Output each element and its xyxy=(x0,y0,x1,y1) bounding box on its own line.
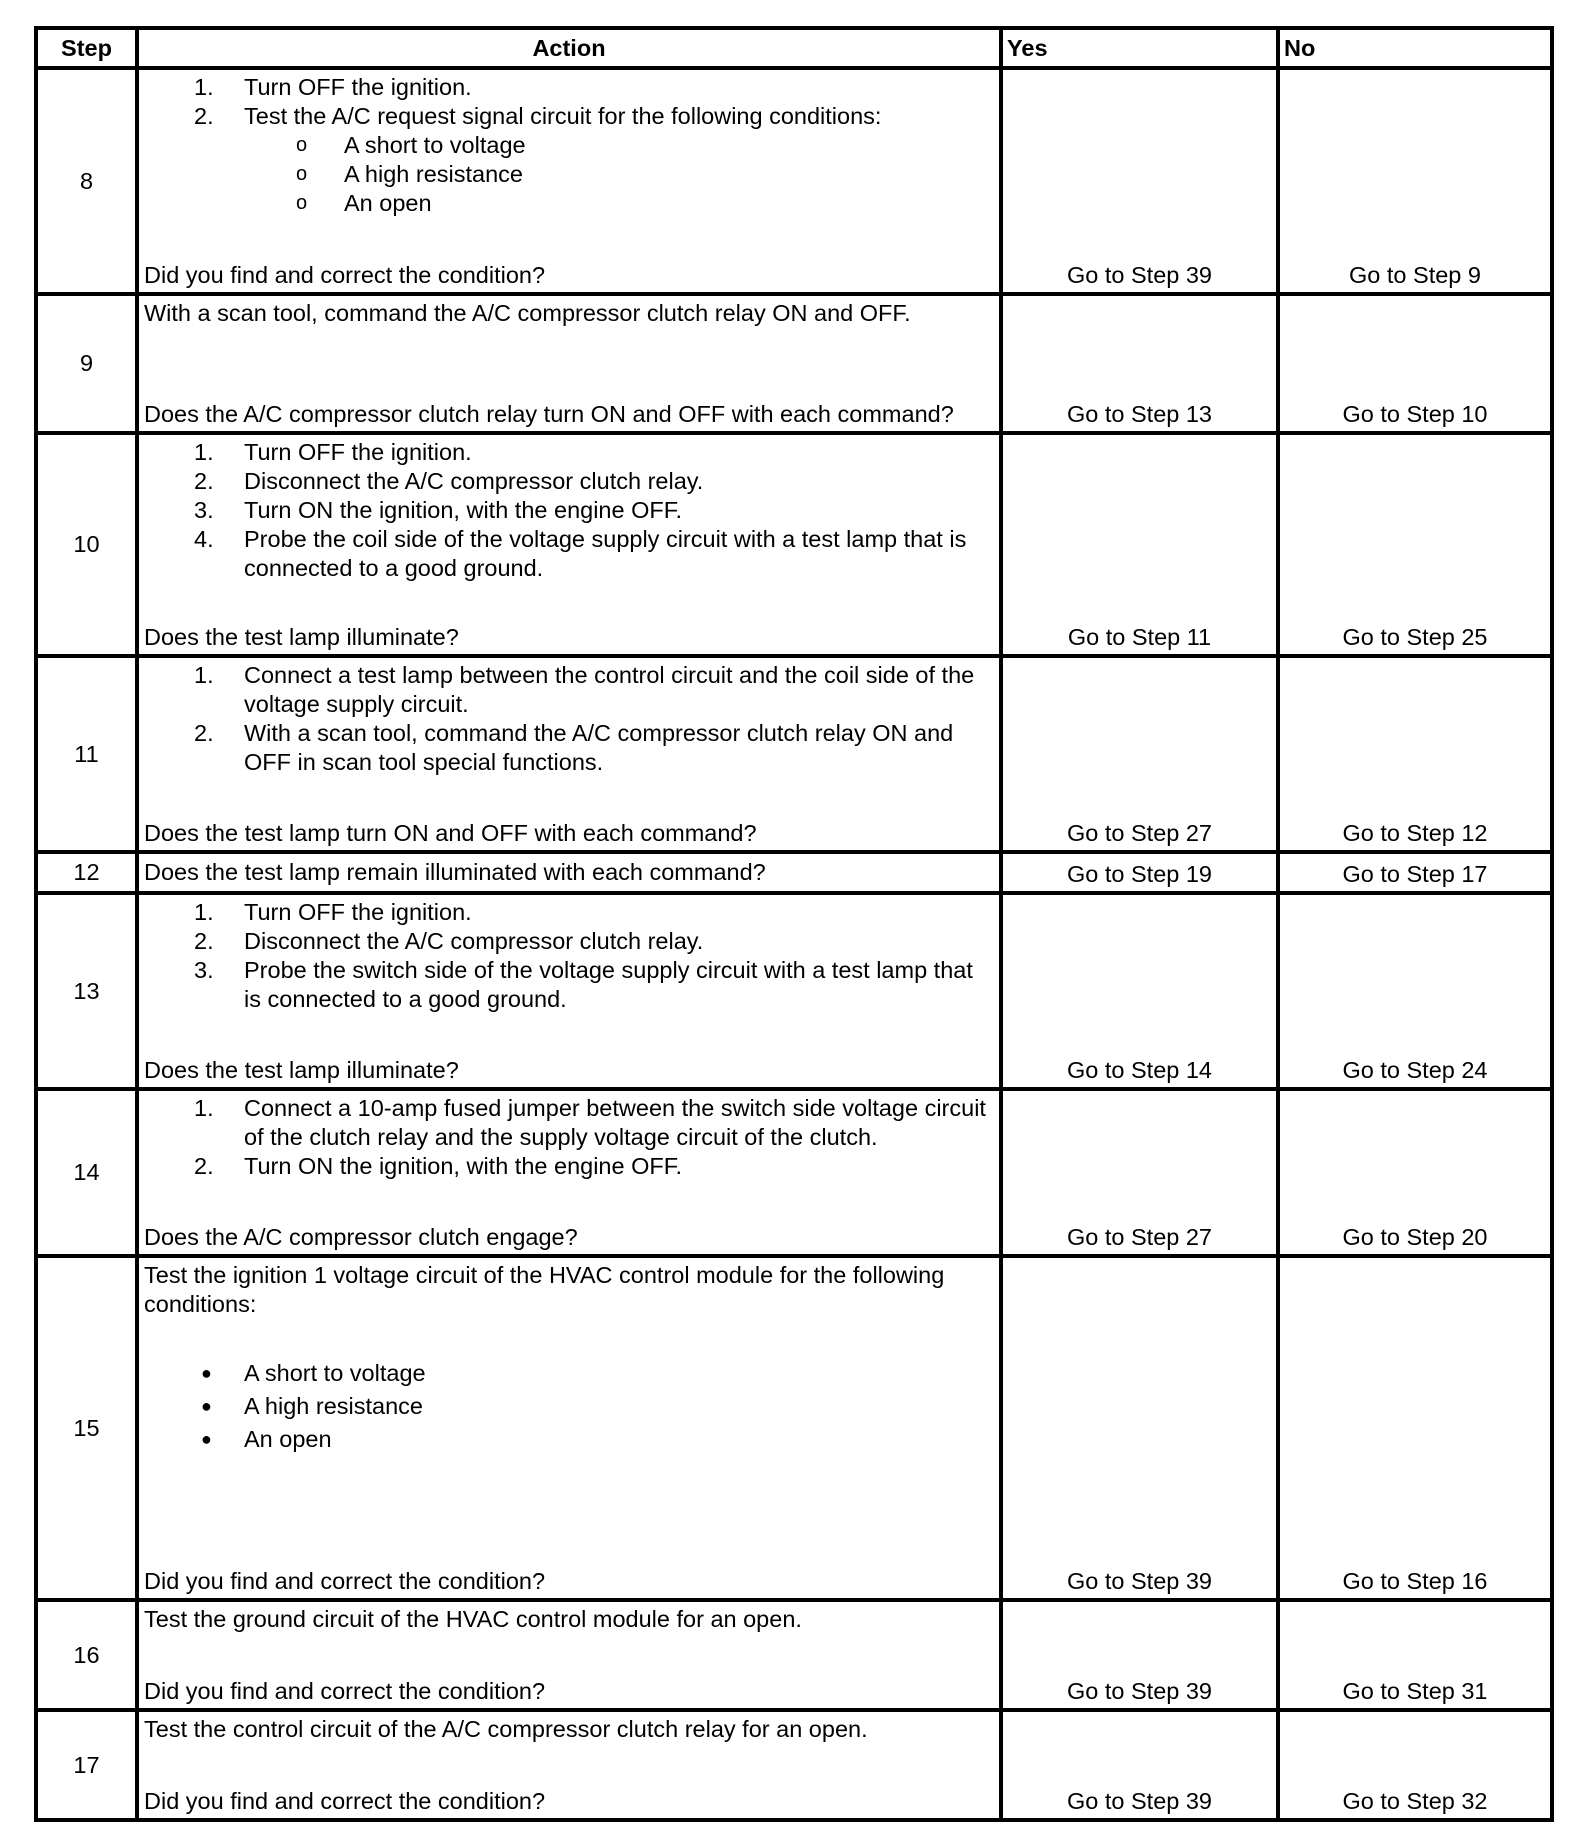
no-cell: Go to Step 9 xyxy=(1278,68,1552,294)
header-yes: Yes xyxy=(1001,28,1278,68)
table-row xyxy=(36,893,1552,1089)
question: Does the A/C compressor clutch engage? xyxy=(144,1224,578,1250)
question: Does the test lamp illuminate? xyxy=(144,624,459,650)
question: Did you find and correct the condition? xyxy=(144,1568,546,1594)
table-row xyxy=(36,294,1552,433)
no-cell: Go to Step 32 xyxy=(1278,1710,1552,1820)
numbered-list xyxy=(144,438,993,583)
step-number: 8 xyxy=(36,68,137,294)
table-row xyxy=(36,1710,1552,1820)
list-item: ● A high resistance xyxy=(144,1390,993,1423)
yes-cell: Go to Step 27 xyxy=(1001,1089,1278,1256)
list-item: 3. Probe the switch side of the voltage supply circuit with a test lamp that is connected to a good ground. xyxy=(194,957,973,1012)
bullet-list xyxy=(144,1357,993,1456)
list-item: ● An open xyxy=(144,1423,993,1456)
step-number: 13 xyxy=(36,893,137,1089)
table-row xyxy=(36,1600,1552,1710)
list-item: 1. Connect a test lamp between the control circuit and the coil side of the voltage supply circuit. xyxy=(194,662,975,717)
table-row xyxy=(36,433,1552,656)
list-item: 3. Turn ON the ignition, with the engine OFF. xyxy=(194,497,683,523)
yes-cell: Go to Step 39 xyxy=(1001,68,1278,294)
circle-bullet-icon: o xyxy=(296,163,308,185)
circle-bullet-icon: o xyxy=(296,134,308,156)
header-step: Step xyxy=(36,28,137,68)
bullet-icon: ● xyxy=(201,1396,212,1416)
list-item: 2. Disconnect the A/C compressor clutch relay. xyxy=(194,468,704,494)
action-cell xyxy=(137,1089,1001,1256)
numbered-list xyxy=(144,1094,993,1181)
list-item: 2. Test the A/C request signal circuit for the following conditions: xyxy=(194,103,882,129)
list-item: 1. Turn OFF the ignition. xyxy=(194,899,472,925)
step-number: 10 xyxy=(36,433,137,656)
list-item: 1. Turn OFF the ignition. xyxy=(194,74,472,100)
question: Does the A/C compressor clutch relay turn ON and OFF with each command? xyxy=(144,401,954,427)
question: Does the test lamp illuminate? xyxy=(144,1057,459,1083)
list-item: 1. Connect a 10-amp fused jumper between the switch side voltage circuit of the clutch relay and the supply voltage circuit of the clutch. xyxy=(194,1095,986,1150)
instruction-text: Test the control circuit of the A/C compressor clutch relay for an open. xyxy=(144,1716,868,1742)
action-cell xyxy=(137,893,1001,1089)
list-item: o An open xyxy=(296,190,432,216)
table-row xyxy=(36,68,1552,294)
table-row xyxy=(36,656,1552,852)
step-number: 17 xyxy=(36,1710,137,1820)
numbered-list xyxy=(144,661,993,777)
table-row xyxy=(36,1089,1552,1256)
no-cell: Go to Step 25 xyxy=(1278,433,1552,656)
step-number: 16 xyxy=(36,1600,137,1710)
numbered-list xyxy=(144,73,993,131)
list-item: o A high resistance xyxy=(296,161,523,187)
list-item: ● A short to voltage xyxy=(144,1357,993,1390)
question: Did you find and correct the condition? xyxy=(144,1788,546,1814)
yes-cell: Go to Step 13 xyxy=(1001,294,1278,433)
no-cell: Go to Step 20 xyxy=(1278,1089,1552,1256)
yes-cell: Go to Step 19 xyxy=(1001,852,1278,893)
no-cell: Go to Step 17 xyxy=(1278,852,1552,893)
list-item: 1. Turn OFF the ignition. xyxy=(194,439,472,465)
step-number: 14 xyxy=(36,1089,137,1256)
instruction-text: With a scan tool, command the A/C compressor clutch relay ON and OFF. xyxy=(144,300,911,326)
yes-cell: Go to Step 39 xyxy=(1001,1256,1278,1600)
no-cell: Go to Step 31 xyxy=(1278,1600,1552,1710)
question: Does the test lamp remain illuminated with each command? xyxy=(144,859,766,885)
yes-cell: Go to Step 14 xyxy=(1001,893,1278,1089)
action-cell xyxy=(137,68,1001,294)
action-cell xyxy=(137,852,1001,893)
yes-cell: Go to Step 39 xyxy=(1001,1600,1278,1710)
no-cell: Go to Step 12 xyxy=(1278,656,1552,852)
table-row xyxy=(36,1256,1552,1600)
header-no: No xyxy=(1278,28,1552,68)
list-item: 4. Probe the coil side of the voltage supply circuit with a test lamp that is connected to a good ground. xyxy=(194,526,967,581)
list-item: 2. Turn ON the ignition, with the engine OFF. xyxy=(194,1153,683,1179)
step-number: 9 xyxy=(36,294,137,433)
instruction-text: Test the ignition 1 voltage circuit of the HVAC control module for the following conditions: xyxy=(144,1262,945,1317)
question: Did you find and correct the condition? xyxy=(144,1678,546,1704)
action-cell xyxy=(137,433,1001,656)
bullet-icon: ● xyxy=(201,1363,212,1383)
bullet-icon: ● xyxy=(201,1429,212,1449)
action-cell xyxy=(137,294,1001,433)
instruction-text: Test the ground circuit of the HVAC control module for an open. xyxy=(144,1606,802,1632)
step-number: 11 xyxy=(36,656,137,852)
no-cell: Go to Step 24 xyxy=(1278,893,1552,1089)
action-cell xyxy=(137,656,1001,852)
action-cell xyxy=(137,1710,1001,1820)
header-row xyxy=(36,28,1552,68)
question: Does the test lamp turn ON and OFF with each command? xyxy=(144,820,757,846)
diagnostic-table xyxy=(34,26,1554,1822)
question: Did you find and correct the condition? xyxy=(144,262,546,288)
yes-cell: Go to Step 39 xyxy=(1001,1710,1278,1820)
sub-bullet-list xyxy=(144,131,993,218)
no-cell: Go to Step 10 xyxy=(1278,294,1552,433)
numbered-list xyxy=(144,898,993,1014)
list-item: 2. With a scan tool, command the A/C compressor clutch relay ON and OFF in scan tool special functions. xyxy=(194,720,954,775)
list-item: o A short to voltage xyxy=(296,132,526,158)
action-cell xyxy=(137,1600,1001,1710)
circle-bullet-icon: o xyxy=(296,192,308,214)
step-number: 15 xyxy=(36,1256,137,1600)
yes-cell: Go to Step 11 xyxy=(1001,433,1278,656)
list-item: 2. Disconnect the A/C compressor clutch relay. xyxy=(194,928,704,954)
action-cell xyxy=(137,1256,1001,1600)
no-cell: Go to Step 16 xyxy=(1278,1256,1552,1600)
step-number: 12 xyxy=(36,852,137,893)
header-action: Action xyxy=(137,28,1001,68)
table-row xyxy=(36,852,1552,893)
yes-cell: Go to Step 27 xyxy=(1001,656,1278,852)
